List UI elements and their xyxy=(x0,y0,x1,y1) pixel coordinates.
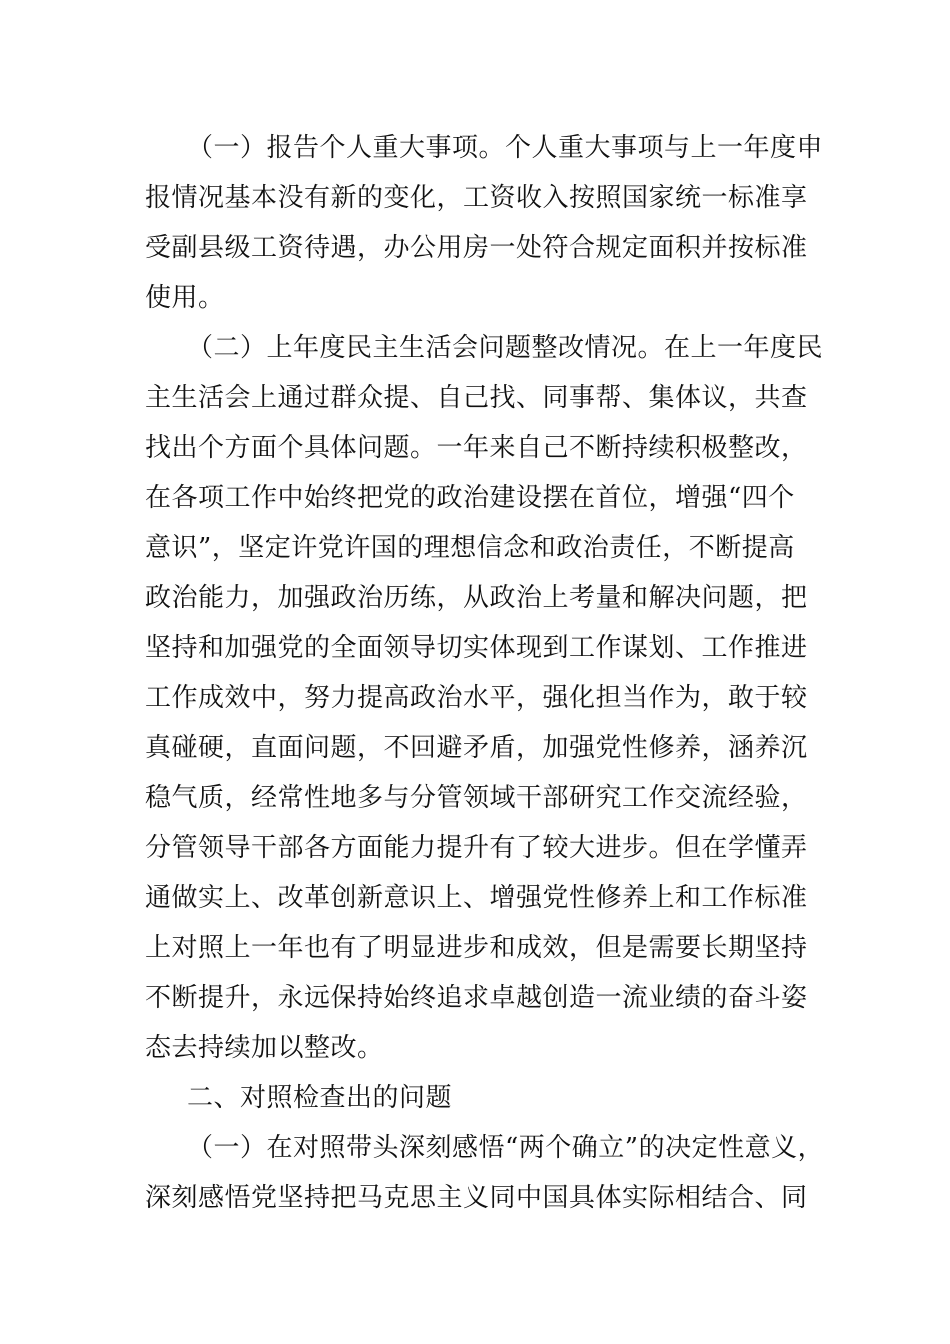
paragraph-line: 通做实上、改革创新意识上、增强党性修养上和工作标准 xyxy=(145,883,808,913)
paragraph-line: 使用。 xyxy=(145,283,225,313)
paragraph-line: 报情况基本没有新的变化，工资收入按照国家统一标准享 xyxy=(145,183,808,213)
paragraph-line: 分管领导干部各方面能力提升有了较大进步。但在学懂弄 xyxy=(145,833,808,863)
paragraph-line: 工作成效中，努力提高政治水平，强化担当作为，敢于较 xyxy=(145,683,808,713)
paragraph-line: 在各项工作中始终把党的政治建设摆在首位，增强“四个 xyxy=(145,483,795,513)
paragraph-line: 找出个方面个具体问题。一年来自己不断持续积极整改， xyxy=(145,433,808,463)
paragraph-line: 态去持续加以整改。 xyxy=(145,1033,384,1063)
paragraph-line: 主生活会上通过群众提、自己找、同事帮、集体议，共查 xyxy=(145,383,808,413)
paragraph-line: （二）上年度民主生活会问题整改情况。在上一年度民 xyxy=(187,333,824,363)
paragraph-line: 政治能力，加强政治历练，从政治上考量和解决问题，把 xyxy=(145,583,808,613)
paragraph-line: 不断提升，永远保持始终追求卓越创造一流业绩的奋斗姿 xyxy=(145,983,808,1013)
paragraph-line: 深刻感悟党坚持把马克思主义同中国具体实际相结合、同 xyxy=(145,1183,808,1213)
paragraph-line: （一）报告个人重大事项。个人重大事项与上一年度申 xyxy=(187,133,824,163)
paragraph-line: 坚持和加强党的全面领导切实体现到工作谋划、工作推进 xyxy=(145,633,808,663)
section-heading: 二、对照检查出的问题 xyxy=(187,1083,453,1113)
paragraph-line: 受副县级工资待遇，办公用房一处符合规定面积并按标准 xyxy=(145,233,808,263)
paragraph-line: 上对照上一年也有了明显进步和成效，但是需要长期坚持 xyxy=(145,933,808,963)
paragraph-line: 真碰硬，直面问题，不回避矛盾，加强党性修养，涵养沉 xyxy=(145,733,808,763)
paragraph-line: （一）在对照带头深刻感悟“两个确立”的决定性意义， xyxy=(187,1133,825,1163)
paragraph-line: 稳气质，经常性地多与分管领域干部研究工作交流经验， xyxy=(145,783,808,813)
paragraph-line: 意识”，坚定许党许国的理想信念和政治责任，不断提高 xyxy=(145,533,795,563)
